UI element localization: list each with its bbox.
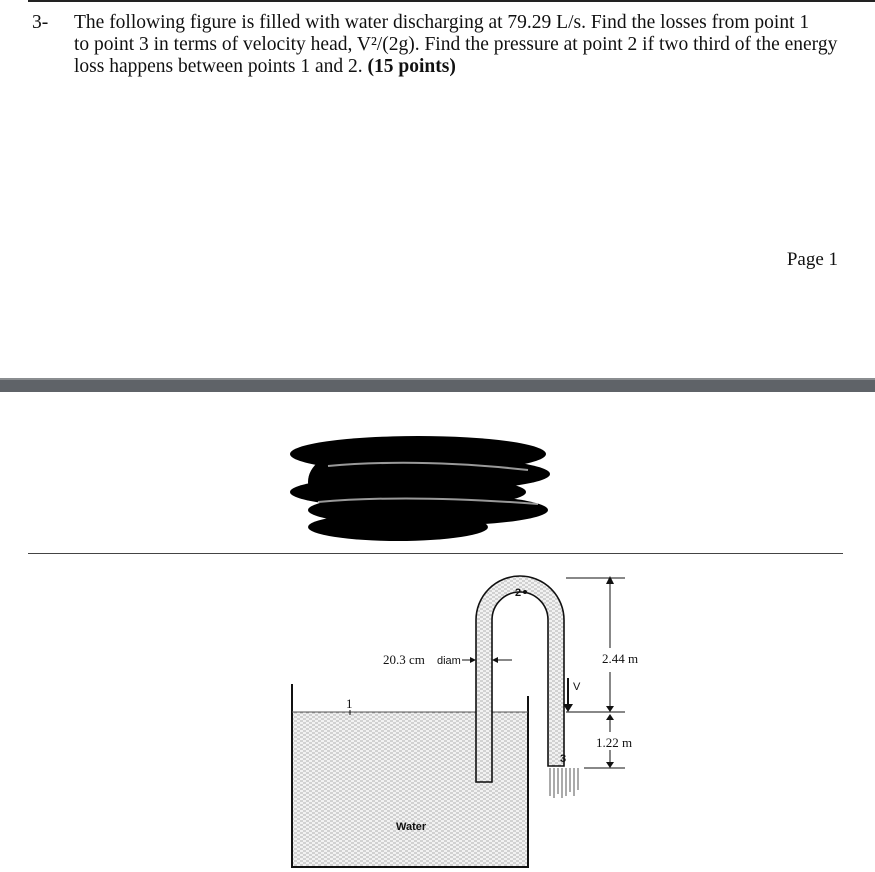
siphon-figure	[0, 560, 875, 872]
page-divider	[0, 378, 875, 392]
height-upper-label: 2.44 m	[602, 651, 639, 666]
question-line-3	[74, 56, 854, 78]
point-2-label: 2	[515, 587, 522, 599]
water-tank	[291, 684, 529, 868]
water-label: Water	[396, 821, 427, 833]
redaction-scribble	[288, 432, 560, 550]
section-rule	[28, 553, 843, 554]
velocity-label: V	[573, 681, 581, 693]
velocity-arrow	[563, 678, 581, 712]
question-line-1: The following figure is filled with water discharging at 79.29 L/s. Find the losses from point 1	[74, 12, 810, 33]
top-border-line	[28, 0, 875, 2]
height-lower-label: 1.22 m	[596, 735, 633, 750]
question-number: 3-	[32, 12, 49, 33]
question-line-2: to point 3 in terms of velocity head, V²/(2g). Find the pressure at point 2 if two third of the energy	[74, 34, 838, 55]
point-3-label: 3	[560, 753, 567, 765]
point-1-label: 1	[346, 696, 353, 711]
question-points: (15 points)	[367, 56, 456, 77]
question-line-3-text: loss happens between points 1 and 2.	[74, 56, 368, 77]
diameter-unit: diam	[437, 655, 461, 667]
question-text	[74, 12, 854, 78]
outlet-jet	[550, 768, 578, 798]
diameter-value: 20.3 cm	[383, 652, 425, 667]
page-number: Page 1	[786, 249, 838, 270]
